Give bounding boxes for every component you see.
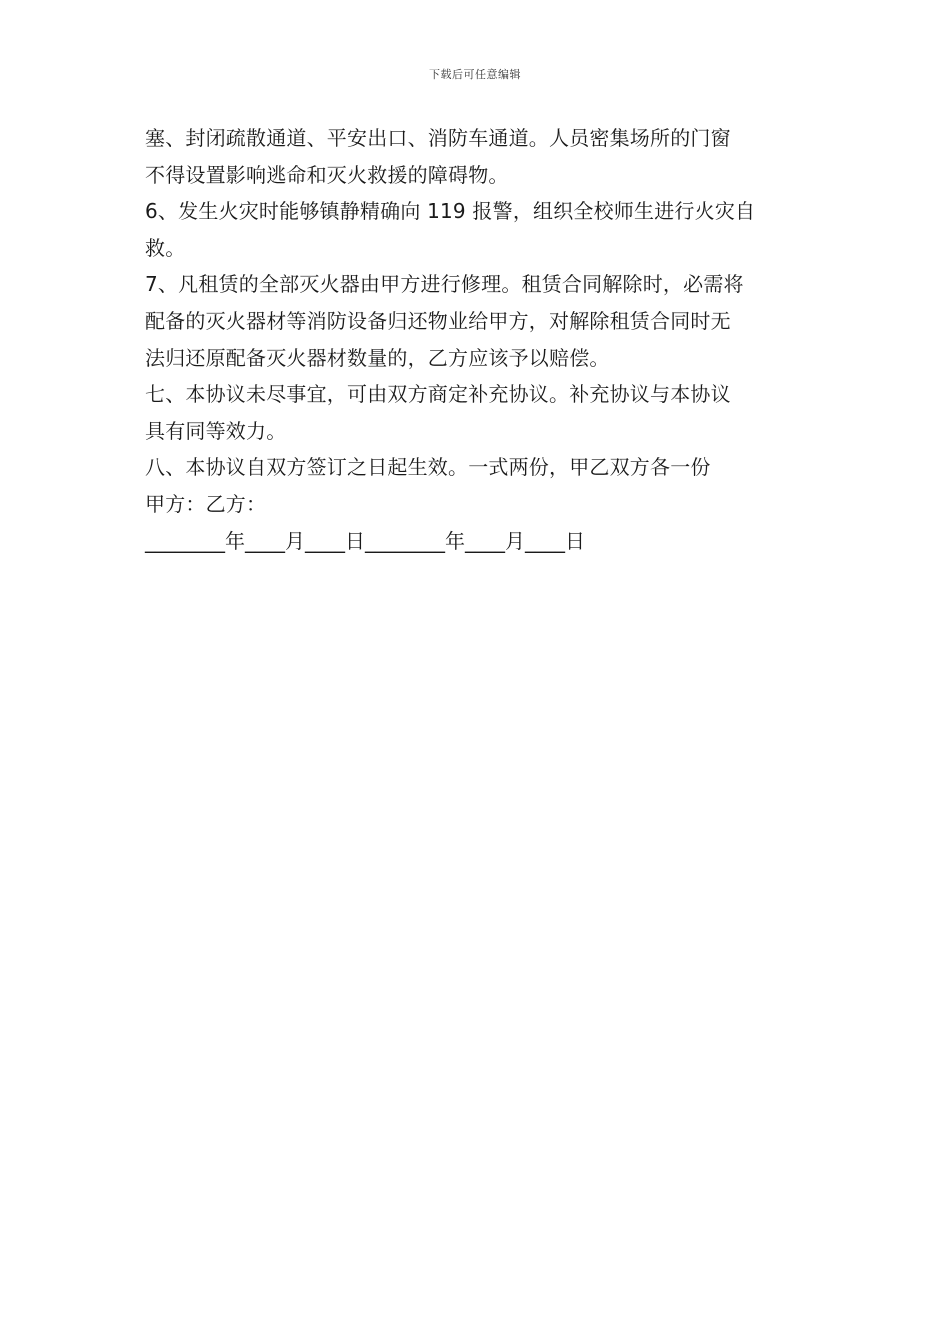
text-line: 八、本协议自双方签订之日起生效。一式两份，甲乙双方各一份 [145, 455, 711, 480]
text-line: 七、本协议未尽事宜，可由双方商定补充协议。补充协议与本协议 [145, 382, 731, 407]
text-line: 不得设置影响逃命和灭火救援的障碍物。 [145, 162, 509, 187]
signature-parties-line: 甲方：乙方： [145, 491, 267, 516]
text-line: 具有同等效力。 [145, 418, 287, 443]
signature-date-line: ________年____月____日________年____月____日 [145, 528, 585, 553]
text-line: 7、凡租赁的全部灭火器由甲方进行修理。租赁合同解除时，必需将 [145, 272, 744, 297]
text-line: 救。 [145, 235, 186, 260]
text-line: 6、发生火灾时能够镇静精确向 119 报警，组织全校师生进行火灾自 [145, 199, 756, 224]
text-line: 塞、封闭疏散通道、平安出口、消防车通道。人员密集场所的门窗 [145, 126, 731, 150]
text-line: 法归还原配备灭火器材数量的，乙方应该予以赔偿。 [145, 345, 610, 370]
document-body [145, 120, 815, 559]
text-line: 配备的灭火器材等消防设备归还物业给甲方，对解除租赁合同时无 [145, 308, 731, 333]
page-header: 下载后可任意编辑 [429, 68, 521, 81]
